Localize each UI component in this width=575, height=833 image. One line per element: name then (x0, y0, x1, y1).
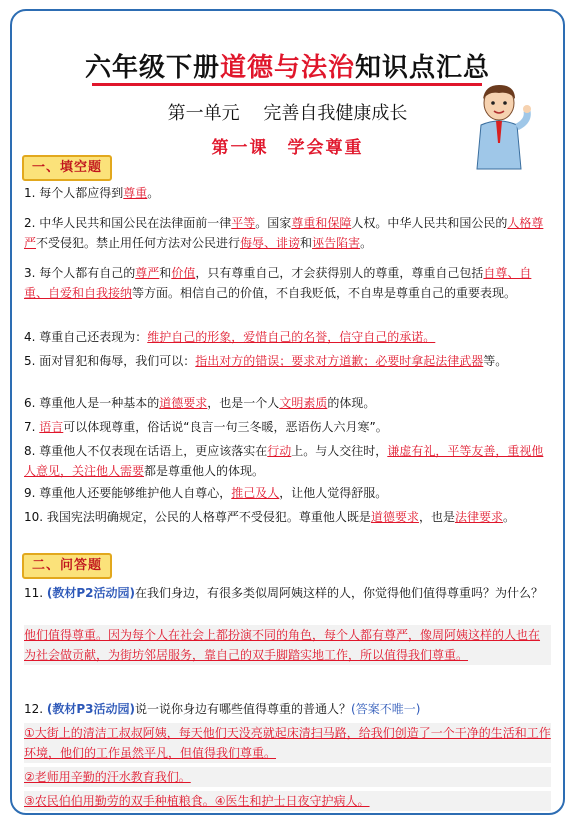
title-summary: 知识点汇总 (355, 53, 491, 83)
section-fill-in-blanks: 一、填空题 (22, 155, 112, 181)
answer-11: 他们值得尊重。因为每个人在社会上都扮演不同的角色，每个人都有尊严，像周阿姨这样的人也在为社会做贡献，为街坊邻居服务，靠自己的双手脚踏实地工作，所以值得我们尊重。 (24, 625, 551, 665)
section-questions: 二、问答题 (22, 553, 112, 579)
list-item-4: 4. 尊重自己还表现为：维护自己的形象，爱惜自己的名誉，信守自己的承诺。 (24, 330, 436, 344)
lesson-title: 第一课 学会尊重 (211, 138, 364, 158)
title-underline (92, 83, 482, 86)
list-item-3: 3. 每个人都有自己的尊严和价值，只有尊重自己，才会获得别人的尊重，尊重自己包括自尊、自重、自爱和自我接纳等方面。相信自己的价值，不自我贬低，不自卑是尊重自己的重要表现。 (24, 266, 532, 300)
unit-title: 第一单元 完善自我健康成长 (167, 103, 408, 124)
list-item-2: 2. 中华人民共和国公民在法律面前一律平等。国家尊重和保障人权。中华人民共和国公民的人格尊严不受侵犯。禁止用任何方法对公民进行侮辱、诽谤和诬告陷害。 (24, 216, 544, 250)
list-item-8: 8. 尊重他人不仅表现在话语上，更应该落实在行动上。与人交往时，谦虚有礼，平等友善，重视他人意见，关注他人需要都是尊重他人的体现。 (24, 444, 544, 478)
list-item-1: 1. 每个人都应得到尊重。 (24, 186, 160, 200)
title-grade: 六年级下册 (84, 53, 220, 83)
document-page (10, 9, 565, 815)
title-subject: 道德与法治 (219, 53, 355, 83)
student-illustration-icon (467, 81, 531, 173)
list-item-7: 7. 语言可以体现尊重，俗话说“良言一句三冬暖，恶语伤人六月寒”。 (24, 420, 388, 434)
list-item-5: 5. 面对冒犯和侮辱，我们可以：指出对方的错误；要求对方道歉；必要时拿起法律武器等。 (24, 354, 508, 368)
question-12: 12. (教材P3活动园)说一说你身边有哪些值得尊重的普通人？(答案不唯一) (24, 702, 421, 716)
answer-12-part1: ①大街上的清洁工叔叔阿姨，每天他们天没亮就起床清扫马路，给我们创造了一个干净的生活和工作环境，他们的工作虽然平凡，但值得我们尊重。 (24, 723, 551, 763)
question-11: 11. (教材P2活动园)在我们身边，有很多类似周阿姨这样的人，你觉得他们值得尊重吗？为什么？ (24, 586, 544, 600)
list-item-10: 10. 我国宪法明确规定，公民的人格尊严不受侵犯。尊重他人既是道德要求，也是法律要求。 (24, 510, 515, 524)
textbook-reference: (教材P2活动园) (46, 586, 136, 600)
answer-12-part2: ②老师用辛勤的汗水教育我们。 (24, 767, 551, 787)
list-item-9: 9. 尊重他人还要能够维护他人自尊心，推己及人，让他人觉得舒服。 (24, 486, 388, 500)
page-title (12, 47, 563, 84)
textbook-reference: (教材P3活动园) (46, 702, 136, 716)
answer-12-part3: ③农民伯伯用勤劳的双手种植粮食。④医生和护士日夜守护病人。 (24, 791, 551, 811)
list-item-6: 6. 尊重他人是一种基本的道德要求，也是一个人文明素质的体现。 (24, 396, 376, 410)
answer-note: (答案不唯一) (351, 702, 421, 716)
